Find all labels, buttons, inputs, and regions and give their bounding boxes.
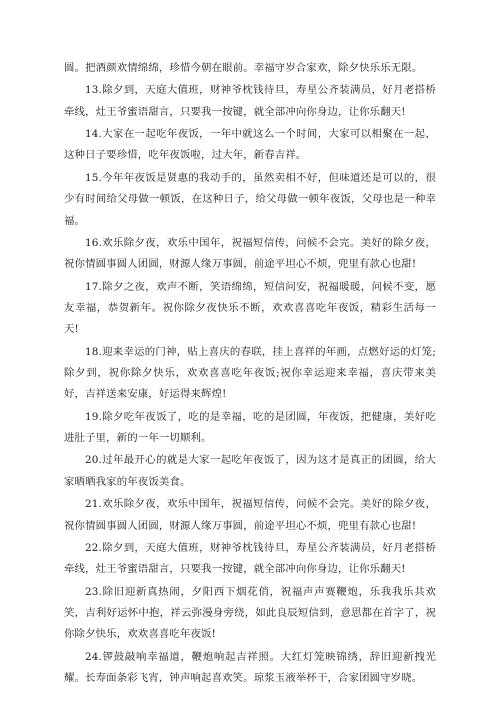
paragraph-22: 22.除夕到，天庭大值班，财神爷枕钱待旦，寿星公齐装满员，好月老搭桥牵线，灶王爷蜜语甜言，只要我一按键，就全部冲向你身边，让你乐翻天!	[64, 541, 436, 576]
document-page	[64, 58, 436, 690]
paragraph-17: 17.除夕之夜，欢声不断，笑语绵绵，短信问安，祝福暖暖，问候不变，愿友幸福，恭贺新年。祝你除夕夜快乐不断，欢欢喜喜吃年夜饭，精彩生活每一天!	[64, 280, 436, 336]
paragraph-continuation: 圆。把酒颜欢情绵绵，珍惜今朝在眼前。幸福守岁合家欢，除夕快乐乐无限。	[64, 62, 423, 74]
paragraph-23: 23.除旧迎新真热闹，夕阳西下烟花俏，祝福声声赛鞭炮，乐我我乐共欢笑，吉利好运怀中抱，祥云弥漫身旁绕，如此良辰短信到，意思都在首字了，祝你除夕快乐，欢欢喜喜吃年夜饭!	[64, 585, 436, 641]
paragraph-14: 14.大家在一起吃年夜饭，一年中就这么一个时间，大家可以相聚在一起，这种日子要珍惜，吃年夜饭啦，过大年，新春吉祥。	[64, 128, 436, 162]
paragraph-15: 15.今年年夜饭是贤惠的我动手的，虽然卖相不好，但味道还是可以的，很少有时间给父母做一顿饭，在这种日子，给父母做一顿年夜饭，父母也是一种幸福。	[64, 171, 436, 227]
paragraph-19: 19.除夕吃年夜饭了，吃的是幸福，吃的是团圆，年夜饭，把健康，美好吃进肚子里，新的一年一切顺利。	[64, 410, 436, 445]
paragraph-21: 21.欢乐除夕夜，欢乐中国年，祝福短信传，问候不会完。美好的除夕夜，祝你情圆事圆人团圆，财源人缘万事圆，前途平坦心不烦，兜里有款心也甜!	[64, 498, 436, 532]
paragraph-24: 24.锣鼓敲响幸福道，鞭炮响起吉祥照。大红灯笼映锦绣，辞旧迎新拽光耀。长寿面条彩飞宵，钟声响起喜欢笑。琼浆玉液举杯干，合家团圆守岁晓。	[64, 650, 436, 685]
paragraph-18: 18.迎来幸运的门神，贴上喜庆的春联，挂上喜祥的年画，点燃好运的灯笼;除夕到，祝你除夕快乐，欢欢喜喜吃年夜饭;祝你幸运迎来幸福，喜庆带来美好，吉祥送来安康，好运得来辉煌!	[64, 345, 436, 401]
paragraph-20: 20.过年最开心的就是大家一起吃年夜饭了，因为这才是真正的团圆，给大家晒晒我家的年夜饭美食。	[64, 454, 436, 488]
paragraph-16: 16.欢乐除夕夜，欢乐中国年，祝福短信传，问候不会完。美好的除夕夜，祝你情圆事圆人团圆，财源人缘万事圆，前途平坦心不烦，兜里有款心也甜!	[64, 236, 436, 271]
paragraph-13: 13.除夕到，天庭大值班，财神爷枕钱待旦，寿星公齐装满员，好月老搭桥牵线，灶王爷蜜语甜言，只要我一按键，就全部冲向你身边，让你乐翻天!	[64, 84, 436, 118]
